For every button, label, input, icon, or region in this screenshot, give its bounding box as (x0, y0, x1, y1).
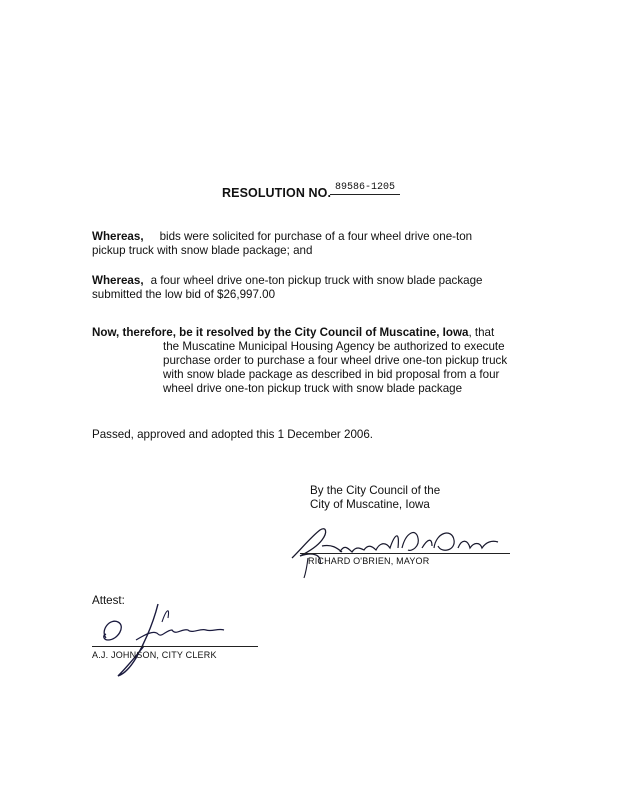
clerk-name-title: A.J. JOHNSON, CITY CLERK (92, 650, 217, 660)
passed-statement: Passed, approved and adopted this 1 December 2006. (92, 428, 374, 441)
whereas-1-lead: Whereas, (92, 230, 144, 243)
resolved-line: the Muscatine Municipal Housing Agency be authorized to execute (163, 340, 505, 353)
resolution-label: RESOLUTION NO. (222, 186, 332, 200)
resolved-line: purchase order to purchase a four wheel drive one-ton pickup truck (163, 354, 508, 367)
whereas-2-line2: submitted the low bid of $26,997.00 (92, 288, 276, 301)
whereas-1-line1: bids were solicited for purchase of a four wheel drive one-ton (159, 230, 473, 243)
resolved-lead-suffix: , that (468, 326, 495, 339)
whereas-2 (92, 274, 482, 302)
council-line1: By the City Council of the (310, 484, 441, 497)
mayor-signature-line (300, 553, 510, 554)
resolved-line: with snow blade package as described in bid proposal from a four (163, 368, 500, 381)
mayor-name-title: RICHARD O'BRIEN, MAYOR (308, 556, 430, 566)
council-block (310, 484, 440, 512)
resolution-number: 89586-1205 (330, 182, 400, 195)
mayor-signature (282, 518, 512, 578)
attest-label: Attest: (92, 594, 125, 607)
resolved-line: wheel drive one-ton pickup truck with snow blade package (163, 382, 463, 395)
whereas-1 (92, 230, 472, 258)
resolved-clause (92, 326, 507, 396)
clerk-signature (96, 600, 236, 680)
whereas-2-lead: Whereas, (92, 274, 144, 287)
clerk-signature-line (92, 646, 258, 647)
resolved-lead: Now, therefore, be it resolved by the City Council of Muscatine, Iowa (92, 326, 469, 339)
whereas-2-line1: a four wheel drive one-ton pickup truck with snow blade package (150, 274, 483, 287)
council-line2: City of Muscatine, Iowa (310, 498, 430, 511)
whereas-1-line2: pickup truck with snow blade package; and (92, 244, 313, 257)
